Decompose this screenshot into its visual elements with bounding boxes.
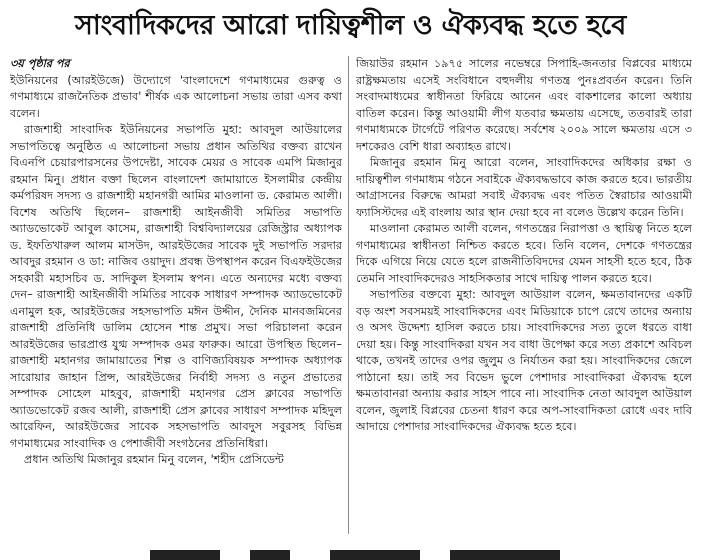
paragraph: মাওলানা কেরামত আলী বলেন, গণতন্ত্রের নিরাপত্তা ও স্থায়িত্ব নিতে হলে গণমাধ্যমের স্বাধীনতা নিশ্চিত করতে হবে। তিনি বলেন, দেশকে গণতন্ত্রের দিকে এগিয়ে নিয়ে যেতে হলে রাজনীতিবিদদের যেমন সাহসী হতে হবে, ঠিক তেমনি সাংবাদিকদেরও সাহসিকতার সাথে দায়িত্ব পালন করতে হবে। — [356, 222, 692, 285]
paragraph: প্রধান অতিথি মিজানুর রহমান মিনু বলেন, 'শহীদ প্রেসিডেন্ট — [24, 453, 284, 466]
paragraph: জিয়াউর রহমান ১৯৭৫ সালের নভেম্বরে সিপাহি-জনতার বিপ্লবের মাধ্যমে রাষ্ট্রক্ষমতায় এসেই সংবিধানে বহুদলীয় গণতন্ত্র পুনঃপ্রবর্তন করেন। তিনি সংবাদমাধ্যমের স্বাধীনতা ফিরিয়ে আনেন এবং বাকশালের কালো অধ্যায় বাতিল করেন। কিন্তু আওয়ামী লীগ যতবার ক্ষমতায় এসেছে, ততবারই তারা গণমাধ্যমকে টার্গেটে পরিণত করেছে। সর্বশেষ ২০০৯ সালে ক্ষমতায় এসে ৩ দশকেরও বেশি ধারা অব্যাহত রাখে। — [356, 57, 692, 153]
paragraph: সভাপতির বক্তব্যে মুহা: আবদুল আউয়াল বলেন, ক্ষমতাবানদের একটি বড় অংশ সবসময়ই সাংবাদিকদের এবং মিডিয়াকে চাপে রেখে তাদের অন্যায় ও অসৎ উদ্দেশ্য হাসিল করতে চায়। সাংবাদিকদের সত্য তুলে ধরতে বাধা দেয়া হয়। কিন্তু সাংবাদিকরা যখন সব বাধা উপেক্ষা করে সত্য প্রকাশে অবিচল থাকে, তখনই তাদের ওপর জুলুম ও নির্যাতন করা হয়। সাংবাদিকদের জেলে পাঠানো হয়। তাই সব বিভেদ ভুলে পেশাদার সাংবাদিকরা ঐক্যবদ্ধ হলে ক্ষমতাবানরা অন্যায় করার সাহস পাবে না। সাংবাদিক নেতা আবদুল আউয়াল বলেন, জুলাই বিপ্লবের চেতনা ধারণ করে অপ-সাংবাদিকতা রোধে এবং দাবি আদায়ে পেশাদার সাংবাদিকদের ঐক্যবদ্ধ হতে হবে। — [356, 288, 692, 433]
article-column-left — [10, 56, 342, 540]
continuation-label: ৩য় পৃষ্ঠার পর — [10, 57, 70, 70]
paragraph: রাজশাহী সাংবাদিক ইউনিয়নের সভাপতি মুহা: আবদুল আউয়ালের সভাপতিত্বে অনুষ্ঠিত এ আলোচনা সভায় প্রধান অতিথির বক্তব্য রাখেন বিএনপি চেয়ারপারসনের উপদেষ্টা, সাবেক মেয়র ও সাবেক এমপি মিজানুর রহমান মিনু। প্রধান বক্তা ছিলেন বাংলাদেশ জামায়াতে ইসলামীর কেন্দ্রীয় কর্মপরিষদ সদস্য ও রাজশাহী মহানগরী আমির মাওলানা ড. কেরামত আলী। বিশেষ অতিথি ছিলেন– রাজশাহী আইনজীবী সমিতির সভাপতি অ্যাডভোকেট আবুল কাসেম, রাজশাহী বিশ্ববিদ্যালয়ের রেজিস্ট্রার অধ্যাপক ড. ইফতিখারুল আলম মাসউদ, আরইউজের সাবেক দুই সভাপতি সরদার আবদুর রহমান ও ডা: নাজিব ওয়াদুদ। প্রবন্ধ উপস্থাপন করেন বিএফইউজের সহকারী মহাসচিব ড. সাদিকুল ইসলাম স্বপন। এতে অন্যদের মধ্যে বক্তব্য দেন– রাজশাহী আইনজীবী সমিতির সাবেক সাধারণ সম্পাদক অ্যাডভোকেট এনামুল হক, আরইউজের সহসভাপতি মঈন উদ্দীন, দৈনিক মানবজমিনের রাজশাহী প্রতিনিধি ডালিম হোসেন শান্ত প্রমুখ। সভা পরিচালনা করেন আরইউজের ভারপ্রাপ্ত যুগ্ম সম্পাদক ওমর ফারুক। আরো উপস্থিত ছিলেন– রাজশাহী মহানগর জামায়াতের শিল্প ও বাণিজ্যবিষয়ক সম্পাদক অধ্যাপক সারোয়ার জাহান প্রিন্স, আরইউজের নির্বাহী সদস্য ও নতুন প্রভাতের সম্পাদক সোহেল মাহবুব, রাজশাহী মহানগর প্রেস ক্লাবের সভাপতি অ্যাডভোকেট রজব আলী, রাজশাহী প্রেস ক্লাবের সাধারণ সম্পাদক মহিদুল আরেফিন, আরইউজের সাবেক সহসভাপতি আবদুস সবুরসহ বিভিন্ন গণমাধ্যমের সাংবাদিক ও পেশাজীবী সংগঠনের প্রতিনিধিরা। — [10, 123, 342, 450]
paragraph: মিজানুর রহমান মিনু আরো বলেন, সাংবাদিকদের অধিকার রক্ষা ও দায়িত্বশীল গণমাধ্যম গঠনে সবাইকে ঐক্যবদ্ধভাবে কাজ করতে হবে। ভারতীয় আগ্রাসনের বিরুদ্ধে আমরা সবাই ঐক্যবদ্ধ এবং পতিত স্বৈরাচার আওয়ামী ফ্যাসিস্টদের এই বাংলায় আর স্থান দেয়া হবে না বলেও উল্লেখ করেন তিনি। — [356, 156, 692, 219]
next-headline-cropped — [0, 544, 701, 560]
headline: সাংবাদিকদের আরো দায়িত্বশীল ও ঐক্যবদ্ধ হতে হবে — [75, 10, 626, 41]
column-divider — [348, 56, 349, 534]
paragraph: ইউনিয়নের (আরইউজে) উদ্যোগে 'বাংলাদেশে গণমাধ্যমের গুরুত্ব ও গণমাধ্যমে রাজনৈতিক প্রভাব' শীর্ষক এক আলোচনা সভায় তারা এসব কথা বলেন। — [10, 73, 342, 120]
article-column-right — [356, 56, 692, 540]
